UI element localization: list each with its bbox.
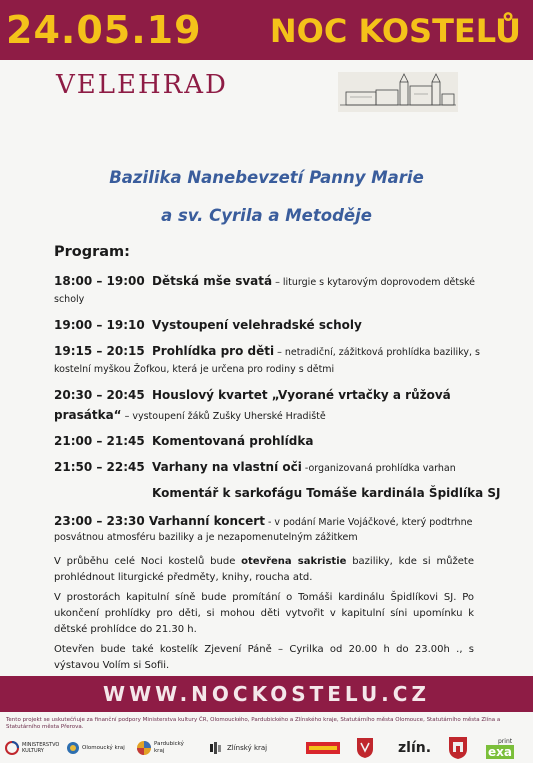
church-name-line-2: a sv. Cyrila a Metoděje (161, 206, 372, 225)
program-item-continued (54, 406, 494, 426)
program-time: 20:30 – 20:45 (54, 388, 145, 402)
event-title: NOC KOSTELŮ (269, 12, 521, 50)
program-name: Varhanní koncert (144, 514, 265, 528)
sponsor-logos (0, 735, 533, 763)
program-name: Komentář k sarkofágu Tomáše kardinála Špidlíka SJ (152, 486, 501, 500)
program-note: – vystoupení žáků Zušky Uherské Hradiště (121, 411, 326, 422)
program-note: – netradiční, zážitková prohlídka baziliky, s (274, 347, 480, 358)
paragraph-text: baziliky, kde si můžete prohlédnout liturgické předměty, knihy, roucha atd. (54, 556, 474, 583)
program-name: Houslový kvartet „Vyorané vrtačky a růžová (152, 388, 451, 402)
program-note: -organizovaná prohlídka varhan (301, 463, 456, 474)
olomoucky-logo (66, 735, 125, 761)
zlin-city-logo (398, 735, 431, 761)
program-item (54, 432, 494, 450)
church-name-line-1: Bazilika Nanebevzetí Panny Marie (109, 168, 424, 187)
program-name: Vystoupení velehradské scholy (152, 318, 362, 332)
zlin-label: zlín. (398, 740, 432, 756)
program-heading: Program: (54, 244, 130, 260)
paragraph-text: V průběhu celé Noci kostelů bude (54, 556, 242, 567)
ministry-emblem-icon (4, 740, 20, 756)
program-name: Varhany na vlastní oči (152, 460, 302, 474)
cyrilka-paragraph: Otevřen bude také kostelík Zjevení Páně – Cyrilka od 20.00 h do 23.00h ., s výstavou Volím si Sofii. (54, 644, 474, 671)
pardubicky-logo (136, 735, 190, 761)
olomoucky-label: Olomoucký kraj (82, 745, 125, 751)
website-url: WWW.NOCKOSTELU.CZ (103, 682, 430, 706)
sponsor-note: Tento projekt se uskutečňuje za finanční podpory Ministerstva kultury ČR, Olomouckého, Pardubického a Zlínského kraje, Statutárního města Olomouce, Statutárního města Zlína a Statutárního města Přerova. (6, 717, 501, 730)
olomoucky-emblem-icon (66, 741, 80, 755)
program-item (54, 272, 494, 292)
program-note-continued: kostelní myškou Žofkou, která je určena pro rodiny s dětmi (54, 364, 335, 375)
sacristy-paragraph (54, 554, 474, 586)
program-time: 21:50 – 22:45 (54, 460, 145, 474)
program-item (54, 342, 494, 362)
event-date: 24.05.19 (6, 8, 202, 52)
program-time: 19:00 – 19:10 (54, 318, 145, 332)
olomouc-city-logo (306, 735, 340, 761)
city-name: VELEHRAD (56, 70, 228, 100)
program-note: - v podání Marie Vojáčkové, který podtrhne (264, 517, 473, 528)
program-time: 23:00 – 23:30 (54, 514, 145, 528)
program-time: 19:15 – 20:15 (54, 344, 145, 358)
olomouc-city-icon (306, 742, 340, 754)
program-time: 21:00 – 21:45 (54, 434, 145, 448)
zlinsky-emblem-icon (210, 742, 224, 754)
program-item (54, 458, 494, 478)
program-item (152, 484, 512, 502)
exa-label: exa (488, 744, 512, 759)
program-note: – liturgie s kytarovým doprovodem dětské (272, 277, 476, 288)
zlinsky-label: Zlínský kraj (227, 744, 268, 752)
program-note-continued: posvátnou atmosféru baziliky a je nezapomenutelným zážitkem (54, 532, 358, 543)
program-time: 18:00 – 19:00 (54, 274, 145, 288)
program-item (54, 316, 494, 334)
program-name: Prohlídka pro děti (152, 344, 275, 358)
print-label: print (498, 737, 513, 745)
program-name: Dětská mše svatá (152, 274, 273, 288)
program-name: Komentovaná prohlídka (152, 434, 314, 448)
prerov-coat-of-arms (356, 735, 374, 761)
castle-coat-of-arms-icon (448, 736, 468, 760)
prerov-coat-of-arms-icon (356, 737, 374, 759)
program-item (54, 512, 494, 532)
program-name-continued: prasátka“ (54, 408, 122, 422)
ministry-logo (4, 735, 58, 761)
castle-coat-of-arms (448, 735, 468, 761)
program-note-continued: scholy (54, 294, 85, 305)
ministry-label: MINISTERSTVO KULTURY (22, 742, 60, 754)
basilica-sketch-icon (338, 72, 458, 112)
chapter-house-paragraph: V prostorách kapitulní síně bude promítání o Tomáši kardinálu Špidlíkovi SJ. Po ukončení prohlídky pro děti, si mohou děti vytvořit v kapitulní síni upomínku k dětské prohlídce do 21.30 h. (54, 592, 474, 635)
pardubicky-emblem-icon (136, 740, 152, 756)
exa-print-logo (486, 735, 514, 761)
paragraph-emphasis: otevřena sakristie (241, 556, 347, 567)
program-item (54, 386, 494, 404)
pardubicky-label: Pardubický kraj (154, 741, 184, 754)
zlinsky-logo (210, 735, 267, 761)
